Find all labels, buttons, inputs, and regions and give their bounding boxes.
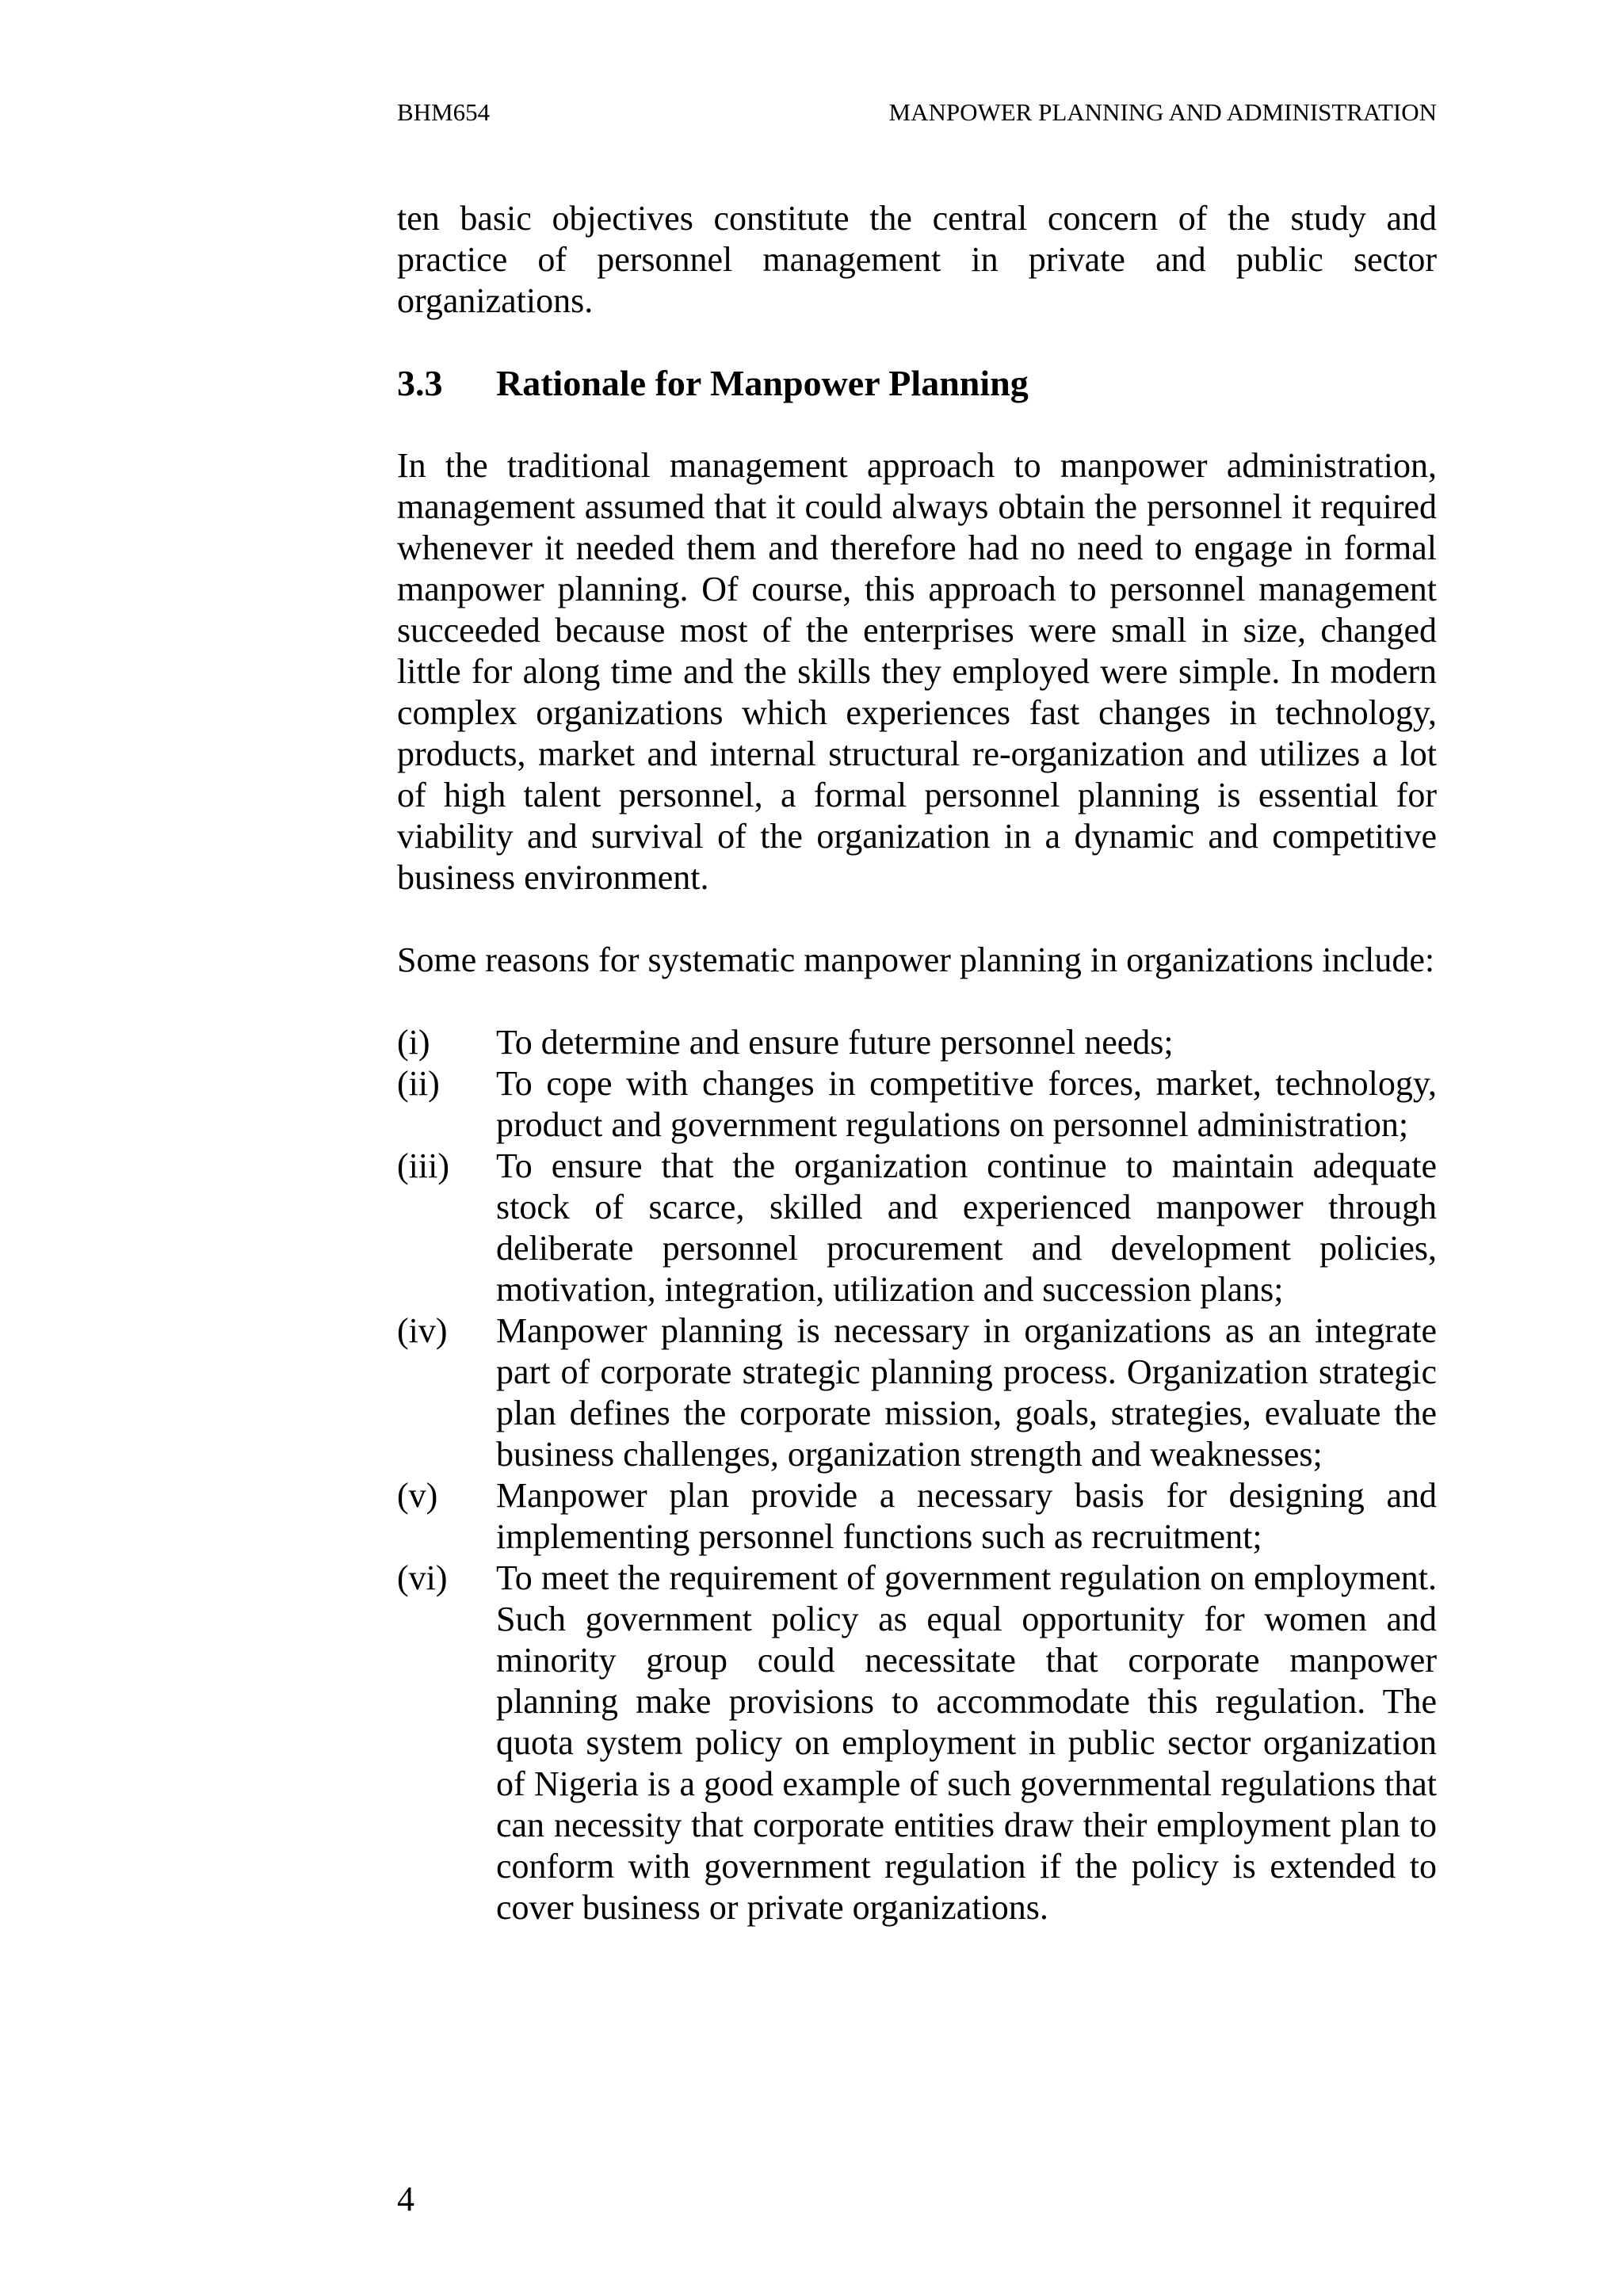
section-heading xyxy=(397,363,1437,404)
list-item-text: Manpower planning is necessary in organizations as an integrate part of corporate strategic planning process. Organization strategic plan defines the corporate mission, goals, strategies, evaluate the business challenges, organization strength and weaknesses; xyxy=(496,1311,1437,1474)
section-number: 3.3 xyxy=(397,363,443,403)
page-body xyxy=(397,198,1437,1928)
list-item xyxy=(397,1022,1437,1063)
list-marker: (vi) xyxy=(397,1558,448,1597)
list-item-text: To ensure that the organization continue to maintain adequate stock of scarce, skilled and experienced manpower through deliberate personnel procurement and development policies, motivation, integration, utilization and succession plans; xyxy=(496,1146,1437,1309)
course-title: MANPOWER PLANNING AND ADMINISTRATION xyxy=(888,98,1437,126)
list-item-text: To determine and ensure future personnel needs; xyxy=(496,1023,1174,1062)
reasons-list xyxy=(397,1022,1437,1928)
section-title: Rationale for Manpower Planning xyxy=(496,363,1029,403)
list-item xyxy=(397,1310,1437,1475)
list-marker: (iii) xyxy=(397,1146,449,1185)
list-marker: (i) xyxy=(397,1023,430,1062)
list-item-text: To meet the requirement of government regulation on employment. Such government policy as equal opportunity for women and minority group could necessitate that corporate manpower planning make provisions to accommodate this regulation. The quota system policy on employment in public sector organization of Nigeria is a good example of such governmental regulations that can necessity that corporate entities draw their employment plan to conform with government regulation if the policy is extended to cover business or private organizations. xyxy=(496,1558,1437,1927)
course-code: BHM654 xyxy=(397,98,491,126)
list-item xyxy=(397,1475,1437,1558)
body-paragraph: In the traditional management approach to manpower administration, management assumed that it could always obtain the personnel it required whenever it needed them and therefore had no need to engage in formal manpower planning. Of course, this approach to personnel management succeeded because most of the enterprises were small in size, changed little for along time and the skills they employed were simple. In modern complex organizations which experiences fast changes in technology, products, market and internal structural re-organization and utilizes a lot of high talent personnel, a formal personnel planning is essential for viability and survival of the organization in a dynamic and competitive business environment. xyxy=(397,446,1437,897)
list-marker: (iv) xyxy=(397,1311,448,1350)
list-marker: (v) xyxy=(397,1476,438,1515)
list-item xyxy=(397,1063,1437,1146)
list-marker: (ii) xyxy=(397,1064,440,1103)
intro-paragraph: ten basic objectives constitute the central concern of the study and practice of personnel management in private and public sector organizations. xyxy=(397,199,1437,320)
list-item-text: To cope with changes in competitive forces, market, technology, product and government regulations on personnel administration; xyxy=(496,1064,1437,1144)
list-item xyxy=(397,1558,1437,1928)
list-item xyxy=(397,1146,1437,1310)
running-header xyxy=(397,97,1437,128)
reasons-intro-paragraph: Some reasons for systematic manpower planning in organizations include: xyxy=(397,940,1435,979)
list-item-text: Manpower plan provide a necessary basis for designing and implementing personnel functions such as recruitment; xyxy=(496,1476,1437,1556)
page-number: 4 xyxy=(397,2180,414,2218)
